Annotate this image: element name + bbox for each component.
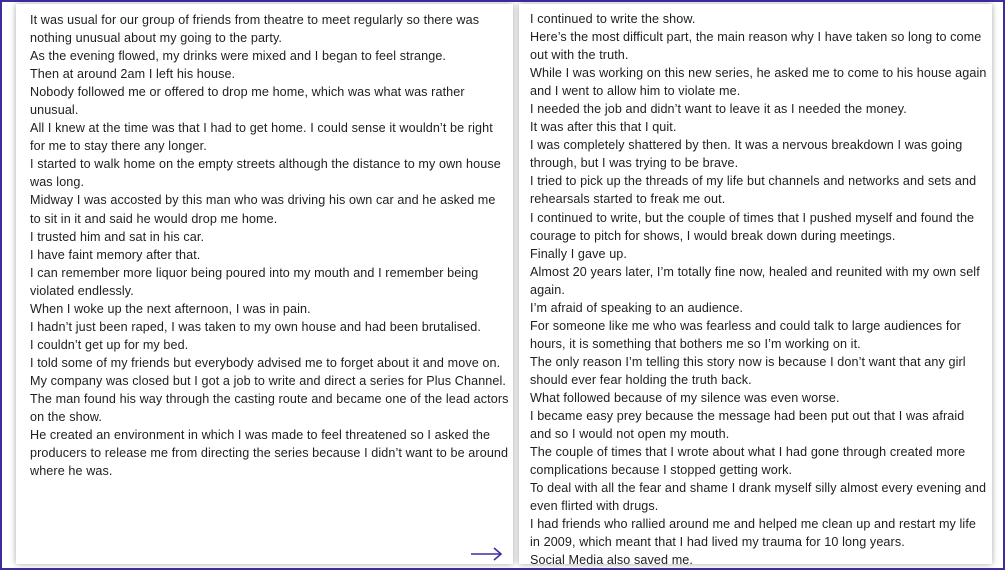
right-line: Almost 20 years later, I’m totally fine now, healed and reunited with my own self again. — [530, 264, 980, 297]
right-line: For someone like me who was fearless and could talk to large audiences for hours, it is something that bothers me so I’m working on it. — [530, 318, 961, 351]
left-line: Nobody followed me or offered to drop me home, which was what was rather unusual. — [30, 85, 465, 118]
left-line: I can remember more liquor being poured into my mouth and I remember being violated endlessly. — [30, 265, 479, 298]
left-line: The man found his way through the casting route and became one of the lead actors on the show. — [30, 391, 509, 425]
left-line: When I woke up the next afternoon, I was in pain. — [30, 301, 311, 316]
left-line: It was usual for our group of friends from theatre to meet regularly so there was nothing unusual about my going to the party. — [30, 13, 480, 46]
right-line: Here’s the most difficult part, the main reason why I have taken so long to come out with the truth. — [530, 30, 982, 63]
right-line: Finally I gave up. — [530, 246, 628, 261]
left-line: Then at around 2am I left his house. — [30, 67, 236, 82]
left-line: My company was closed but I got a job to write and direct a series for Plus Channel. — [30, 373, 506, 388]
right-paragraphs — [519, 4, 992, 564]
right-line: Social Media also saved me. — [530, 553, 693, 564]
right-line: I was completely shattered by then. It was a nervous breakdown I was going through, but I was trying to be brave. — [530, 138, 963, 171]
left-line: He created an environment in which I was made to feel threatened so I asked the producers to release me from directing the series because I didn’t want to be around where he was. — [30, 428, 509, 479]
left-line: I have faint memory after that. — [30, 247, 201, 262]
left-paragraphs — [16, 4, 513, 480]
right-line: I needed the job and didn’t want to leave it as I needed the money. — [530, 102, 907, 117]
left-line: As the evening flowed, my drinks were mixed and I began to feel strange. — [30, 49, 447, 64]
left-line: All I knew at the time was that I had to get home. I could sense it wouldn’t be right for me to stay there any longer. — [30, 121, 493, 154]
right-line: It was after this that I quit. — [530, 120, 677, 135]
right-line: I had friends who rallied around me and helped me clean up and restart my life in 2009, which meant that I had lived my trauma for 10 long years. — [530, 517, 977, 550]
left-line: I couldn’t get up for my bed. — [30, 337, 189, 352]
right-line: I continued to write the show. — [530, 12, 696, 26]
right-line: I became easy prey because the message had been put out that I was afraid and so I would not open my mouth. — [530, 409, 965, 442]
left-line: I told some of my friends but everybody advised me to forget about it and move on. — [30, 355, 501, 370]
right-arrow-icon — [470, 546, 504, 562]
left-line: I trusted him and sat in his car. — [30, 229, 205, 244]
left-text-panel — [16, 4, 513, 564]
left-line: I started to walk home on the empty streets although the distance to my own house was long. — [30, 157, 501, 190]
right-line: I’m afraid of speaking to an audience. — [530, 300, 744, 315]
right-text-panel — [519, 4, 992, 564]
right-line: The couple of times that I wrote about what I had gone through created more complications because I stopped getting work. — [530, 445, 966, 478]
right-line: The only reason I’m telling this story now is because I don’t want that any girl should ever fear holding the truth back. — [530, 354, 966, 387]
left-line: Midway I was accosted by this man who was driving his own car and he asked me to sit in it and said he would drop me home. — [30, 193, 496, 226]
right-line: I continued to write, but the couple of times that I pushed myself and found the courage to pitch for shows, I would break down during meetings. — [530, 210, 975, 243]
left-line: I hadn’t just been raped, I was taken to my own house and had been brutalised. — [30, 319, 481, 334]
right-line: While I was working on this new series, he asked me to come to his house again and I went to allow him to violate me. — [530, 66, 987, 99]
right-line: I tried to pick up the threads of my life but channels and networks and sets and rehearsals started to freak me out. — [530, 174, 977, 207]
right-line: What followed because of my silence was even worse. — [530, 390, 840, 405]
right-line: To deal with all the fear and shame I drank myself silly almost every evening and even flirted with drugs. — [530, 481, 987, 514]
